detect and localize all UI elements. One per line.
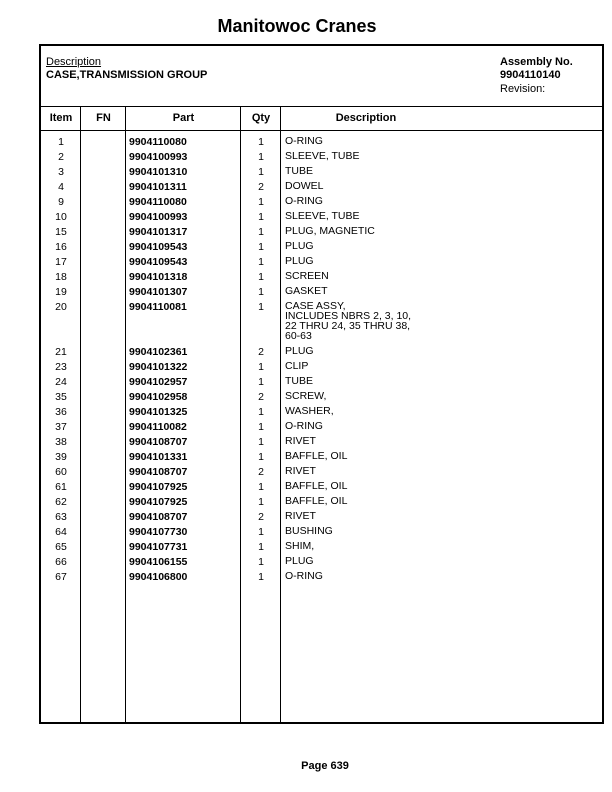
table-row — [41, 421, 602, 436]
revision-label: Revision: — [500, 83, 546, 95]
row-quantity: 1 — [258, 151, 264, 163]
column-header-item: Item — [49, 112, 73, 124]
row-description: O-RING — [285, 135, 323, 147]
row-quantity: 1 — [258, 541, 264, 553]
row-item-number: 67 — [55, 571, 67, 583]
row-part-number: 9904101311 — [129, 181, 187, 193]
row-description: SHIM, — [285, 540, 315, 552]
row-description: RIVET — [285, 510, 316, 522]
row-part-number: 9904101310 — [129, 166, 188, 178]
row-quantity: 1 — [258, 496, 264, 508]
row-item-number: 66 — [55, 556, 67, 568]
row-item-number: 2 — [58, 151, 64, 163]
row-part-number: 9904102361 — [129, 346, 188, 358]
row-part-number: 9904110081 — [129, 301, 187, 313]
row-description: PLUG — [285, 240, 314, 252]
table-row — [41, 211, 602, 226]
row-quantity: 1 — [258, 271, 264, 283]
row-quantity: 1 — [258, 376, 264, 388]
table-row — [41, 241, 602, 256]
row-part-number: 9904102958 — [129, 391, 188, 403]
row-description: BUSHING — [285, 525, 333, 537]
row-quantity: 1 — [258, 211, 264, 223]
column-header-qty: Qty — [251, 112, 271, 124]
row-quantity: 1 — [258, 241, 264, 253]
row-quantity: 1 — [258, 421, 264, 433]
row-quantity: 1 — [258, 361, 264, 373]
table-row — [41, 406, 602, 421]
row-quantity: 1 — [258, 436, 264, 448]
row-item-number: 64 — [55, 526, 67, 538]
row-description: CLIP — [285, 360, 309, 372]
table-row — [41, 556, 602, 571]
row-part-number: 9904108707 — [129, 436, 188, 448]
row-description: DOWEL — [285, 180, 324, 192]
row-item-number: 35 — [55, 391, 67, 403]
row-item-number: 37 — [55, 421, 67, 433]
table-row — [41, 541, 602, 556]
table-row — [41, 226, 602, 241]
table-row — [41, 346, 602, 361]
row-quantity: 2 — [258, 466, 264, 478]
table-row — [41, 286, 602, 301]
row-quantity: 1 — [258, 286, 264, 298]
page-number: Page 639 — [301, 760, 349, 772]
row-item-number: 16 — [55, 241, 67, 253]
table-row — [41, 181, 602, 196]
table-row — [41, 511, 602, 526]
table-row — [41, 361, 602, 376]
row-quantity: 1 — [258, 571, 264, 583]
row-item-number: 65 — [55, 541, 67, 553]
row-part-number: 9904110080 — [129, 136, 187, 148]
table-row — [41, 136, 602, 151]
table-row — [41, 481, 602, 496]
row-quantity: 1 — [258, 301, 264, 313]
row-part-number: 9904106155 — [129, 556, 188, 568]
row-part-number: 9904110082 — [129, 421, 187, 433]
row-quantity: 1 — [258, 136, 264, 148]
row-item-number: 39 — [55, 451, 67, 463]
row-quantity: 2 — [258, 511, 264, 523]
row-item-number: 21 — [55, 346, 67, 358]
row-description: RIVET — [285, 465, 316, 477]
row-part-number: 9904102957 — [129, 376, 188, 388]
row-part-number: 9904101318 — [129, 271, 188, 283]
row-item-number: 38 — [55, 436, 67, 448]
row-quantity: 1 — [258, 451, 264, 463]
column-header-fn: FN — [96, 112, 111, 124]
row-item-number: 36 — [55, 406, 67, 418]
table-row — [41, 391, 602, 406]
row-part-number: 9904101331 — [129, 451, 188, 463]
row-quantity: 2 — [258, 181, 264, 193]
table-row — [41, 301, 602, 346]
description-value: CASE,TRANSMISSION GROUP — [46, 69, 208, 81]
row-item-number: 4 — [58, 181, 64, 193]
row-description: TUBE — [285, 375, 314, 387]
row-quantity: 1 — [258, 406, 264, 418]
table-row — [41, 496, 602, 511]
table-row — [41, 166, 602, 181]
table-row — [41, 256, 602, 271]
row-quantity: 1 — [258, 166, 264, 178]
row-description: SLEEVE, TUBE — [285, 150, 360, 162]
row-description: PLUG — [285, 345, 314, 357]
row-part-number: 9904109543 — [129, 256, 188, 268]
row-item-number: 1 — [58, 136, 64, 148]
row-part-number: 9904101325 — [129, 406, 188, 418]
row-description: PLUG, MAGNETIC — [285, 225, 375, 237]
row-part-number: 9904101317 — [129, 226, 188, 238]
row-quantity: 1 — [258, 481, 264, 493]
row-description: PLUG — [285, 255, 314, 267]
row-quantity: 1 — [258, 556, 264, 568]
row-quantity: 1 — [258, 196, 264, 208]
row-part-number: 9904107731 — [129, 541, 188, 553]
row-description: BAFFLE, OIL — [285, 450, 348, 462]
row-description: WASHER, — [285, 405, 334, 417]
assembly-number-value: 9904110140 — [500, 69, 561, 81]
column-header-description: Description — [335, 112, 397, 124]
assembly-header — [41, 46, 602, 107]
row-description: O-RING — [285, 570, 323, 582]
table-row — [41, 151, 602, 166]
column-header-part: Part — [172, 112, 195, 124]
row-item-number: 19 — [55, 286, 67, 298]
row-description: GASKET — [285, 285, 328, 297]
row-item-number: 61 — [55, 481, 67, 493]
row-item-number: 60 — [55, 466, 67, 478]
row-description: SLEEVE, TUBE — [285, 210, 360, 222]
row-description: SCREEN — [285, 270, 329, 282]
table-row — [41, 436, 602, 451]
table-row — [41, 271, 602, 286]
row-item-number: 20 — [55, 301, 67, 313]
row-item-number: 23 — [55, 361, 67, 373]
row-description: BAFFLE, OIL — [285, 480, 348, 492]
row-description: O-RING — [285, 420, 323, 432]
row-description: BAFFLE, OIL — [285, 495, 348, 507]
row-description: TUBE — [285, 165, 314, 177]
row-part-number: 9904109543 — [129, 241, 188, 253]
row-quantity: 2 — [258, 391, 264, 403]
row-item-number: 63 — [55, 511, 67, 523]
row-description: O-RING — [285, 195, 323, 207]
row-part-number: 9904101307 — [129, 286, 188, 298]
description-label: Description — [46, 56, 102, 68]
row-item-number: 10 — [55, 211, 67, 223]
row-description: PLUG — [285, 555, 314, 567]
row-description: CASE ASSY, INCLUDES NBRS 2, 3, 10, 22 THRU 24, 35 THRU 38, 60-63 — [285, 300, 412, 342]
row-item-number: 3 — [58, 166, 64, 178]
row-part-number: 9904108707 — [129, 511, 188, 523]
parts-table-body — [41, 136, 602, 586]
page-title: Manitowoc Cranes — [217, 16, 377, 36]
table-row — [41, 376, 602, 391]
row-description: RIVET — [285, 435, 316, 447]
row-item-number: 18 — [55, 271, 67, 283]
row-part-number: 9904108707 — [129, 466, 188, 478]
row-item-number: 62 — [55, 496, 67, 508]
row-quantity: 1 — [258, 256, 264, 268]
row-item-number: 24 — [55, 376, 67, 388]
row-quantity: 2 — [258, 346, 264, 358]
assembly-number-label: Assembly No. — [500, 56, 573, 68]
row-description: SCREW, — [285, 390, 327, 402]
row-part-number: 9904107925 — [129, 496, 188, 508]
row-quantity: 1 — [258, 226, 264, 238]
table-row — [41, 526, 602, 541]
row-part-number: 9904107925 — [129, 481, 188, 493]
row-quantity: 1 — [258, 526, 264, 538]
row-item-number: 17 — [55, 256, 67, 268]
table-row — [41, 196, 602, 211]
row-part-number: 9904110080 — [129, 196, 187, 208]
table-row — [41, 451, 602, 466]
table-row — [41, 466, 602, 481]
table-row — [41, 571, 602, 586]
parts-list-frame — [39, 44, 604, 724]
row-part-number: 9904107730 — [129, 526, 188, 538]
row-part-number: 9904106800 — [129, 571, 188, 583]
row-item-number: 9 — [58, 196, 64, 208]
row-part-number: 9904100993 — [129, 211, 188, 223]
row-part-number: 9904100993 — [129, 151, 188, 163]
row-item-number: 15 — [55, 226, 67, 238]
row-part-number: 9904101322 — [129, 361, 188, 373]
